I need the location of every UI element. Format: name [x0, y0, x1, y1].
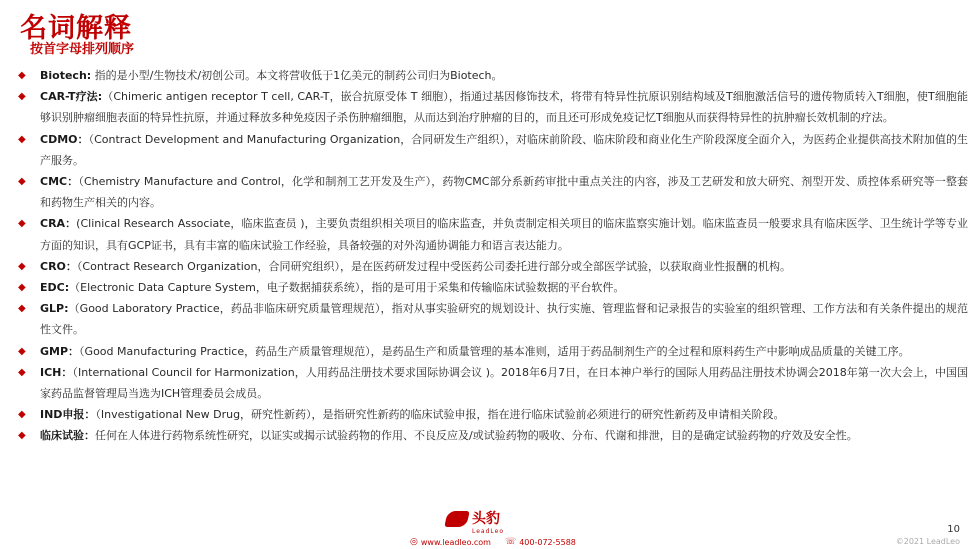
list-item	[18, 65, 968, 86]
term-name: IND申报：	[40, 408, 96, 422]
term-description: （Investigational New Drug，研究性新药），是指研究性新药的临床试验申报，指在进行临床试验前必须进行的研究性新药及申请相关阶段。	[95, 408, 785, 422]
term-name: Biotech:	[40, 69, 92, 82]
diamond-icon: ◆	[18, 176, 26, 188]
diamond-icon: ◆	[18, 133, 26, 145]
website-text: www.leadleo.com	[420, 537, 491, 547]
logo-text: 头豹	[472, 511, 500, 527]
leopard-logo-icon	[444, 511, 469, 527]
term-name: 临床试验：	[40, 429, 95, 443]
term-name: CDMO：	[40, 132, 89, 146]
list-item	[18, 298, 968, 340]
list-item	[18, 425, 968, 446]
globe-icon: ◎	[410, 537, 418, 547]
diamond-icon: ◆	[18, 282, 26, 294]
term-description: (Clinical Research Associate，临床监查员 )，主要负责组织相关项目的临床监查，并负责制定相关项目的临床监察实施计划。临床监查员一般要求具有临床医学、卫生统计学等专业方面的知识，具有GCP证书，具有丰富的临床试验工作经验，具备较强的对外沟通协调能力和语言表达能力。	[40, 217, 968, 252]
term-name: EDC:	[40, 281, 70, 295]
term-description: 指的是小型/生物技术/初创公司。本文将营收低于1亿美元的制药公司归为Biotech。	[91, 69, 503, 82]
diamond-icon: ◆	[18, 303, 26, 315]
term-description: （Chimeric antigen receptor T cell, CAR-T，嵌合抗原受体 T 细胞），指通过基因修饰技术，将带有特异性抗原识别结构域及T细胞激活信号的遗传物质转入T细胞，使T细胞能够识别肿瘤细胞表面的特异性抗原，并通过释放多种免疫因子杀伤肿瘤细胞，从而达到治疗肿瘤的目的，而且还可形成免疫记忆T细胞从而获得特异性的抗肿瘤长效机制的疗法。	[40, 90, 968, 125]
term-name: ICH：	[40, 365, 73, 379]
term-name: CRO：	[40, 259, 77, 273]
page-subtitle: 按首字母排列顺序	[30, 42, 135, 57]
phone-text: 400-072-5588	[519, 537, 576, 547]
term-name: CRA：	[40, 217, 77, 231]
term-name: CMC：	[40, 175, 79, 189]
diamond-icon: ◆	[18, 366, 26, 378]
copyright: ©2021 LeadLeo	[895, 537, 960, 546]
list-item	[18, 213, 968, 255]
list-item	[18, 404, 968, 425]
list-item	[18, 129, 968, 171]
diamond-icon: ◆	[18, 70, 26, 81]
diamond-icon: ◆	[18, 260, 26, 272]
term-description: （Good Laboratory Practice，药品非临床研究质量管理规范），指对从事实验研究的规划设计、执行实施、管理监督和记录报告的实验室的组织管理、工作方法和有关条件提出的规范性文件。	[40, 302, 968, 337]
term-description: 任何在人体进行药物系统性研究，以证实或揭示试验药物的作用、不良反应及/或试验药物的吸收、分布、代谢和排泄，目的是确定试验药物的疗效及安全性。	[95, 429, 858, 443]
footer-contacts	[410, 537, 576, 547]
term-name: GLP:	[40, 302, 69, 316]
term-description: （International Council for Harmonization，人用药品注册技术要求国际协调会议 )。2018年6月7日，在日本神户举行的国际人用药品注册技术协调会2018年第一次大会上，中国国家药品监督管理局当选为ICH管理委员会成员。	[40, 365, 968, 401]
term-name: GMP：	[40, 344, 80, 358]
term-description: （Good Manufacturing Practice，药品生产质量管理规范），是药品生产和质量管理的基本准则，适用于药品制剂生产的全过程和原料药生产中影响成品质量的关键工序。	[79, 344, 910, 358]
list-item	[18, 256, 968, 277]
term-description: （Chemistry Manufacture and Control，化学和制剂工艺开发及生产），药物CMC部分系新药审批中重点关注的内容，涉及工艺研发和放大研究、剂型开发、质控体系研究等一整套和药物生产相关的内容。	[40, 175, 969, 210]
term-list	[18, 65, 968, 447]
phone-contact	[505, 537, 576, 547]
phone-icon: ☏	[504, 537, 517, 547]
page-number: 10	[947, 524, 960, 535]
term-description: （Electronic Data Capture System，电子数据捕获系统），指的是可用于采集和传输临床试验数据的平台软件。	[69, 281, 625, 295]
list-item	[18, 362, 968, 404]
page-title: 名词解释	[20, 13, 132, 44]
diamond-icon: ◆	[18, 91, 26, 103]
term-description: （Contract Development and Manufacturing Organization，合同研发生产组织），对临床前阶段、临床阶段和商业化生产阶段深度全面介入，为医药企业提供高技术附加值的生产服务。	[40, 132, 968, 167]
term-name: CAR-T疗法:	[40, 90, 103, 104]
term-description: （Contract Research Organization，合同研究组织），是在医药研发过程中受医药公司委托进行部分或全部医学试验，以获取商业性报酬的机构。	[76, 259, 791, 273]
diamond-icon: ◆	[18, 218, 26, 230]
list-item	[18, 86, 968, 128]
diamond-icon: ◆	[18, 430, 26, 442]
diamond-icon: ◆	[18, 345, 26, 357]
list-item	[18, 341, 968, 362]
diamond-icon: ◆	[18, 409, 26, 421]
logo-subtext: LeadLeo	[472, 528, 505, 535]
website-link[interactable]	[410, 537, 491, 547]
footer-logo	[446, 511, 505, 535]
list-item	[18, 171, 968, 213]
list-item	[18, 277, 968, 298]
